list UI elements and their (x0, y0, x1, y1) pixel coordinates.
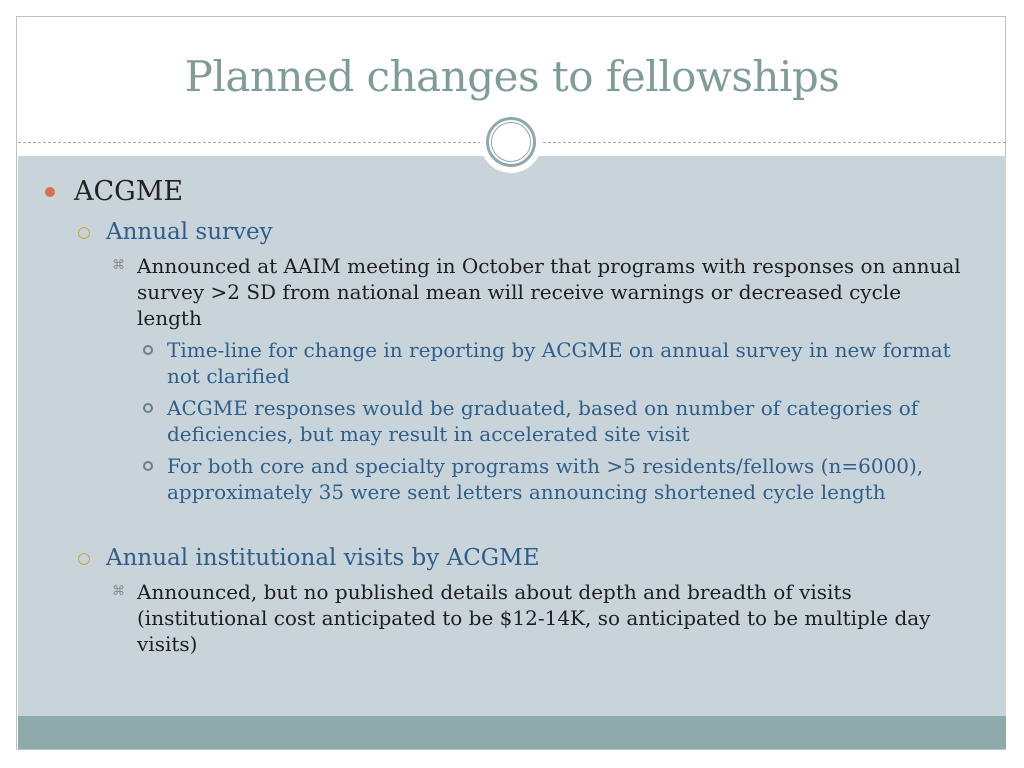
bullet-dot-icon (45, 187, 55, 197)
bullet-institutional-visits: Annual institutional visits by ACGME (106, 545, 540, 571)
bullet-timeline: Time-line for change in reporting by ACGME on annual survey in new format not clarified (167, 338, 951, 388)
bullet-announced-aaim: Announced at AAIM meeting in October that programs with responses on annual survey >2 SD from national mean will receive warnings or decreased cycle length (137, 254, 961, 330)
bullet-circle-icon (78, 553, 90, 565)
bullet-x-icon: ⌘ (112, 258, 125, 273)
bullet-announced-no-details: Announced, but no published details about depth and breadth of visits (institutional cost anticipated to be $12-14K, so anticipated to be multiple day visits) (137, 580, 931, 656)
bullet-ring-icon (143, 461, 153, 471)
bullet-annual-survey: Annual survey (106, 219, 273, 245)
bullet-core-specialty: For both core and specialty programs with >5 residents/fellows (n=6000), approximately 35 were sent letters announcing shortened cycle length (167, 454, 924, 504)
bullet-circle-icon (78, 227, 90, 239)
footer-bar (18, 716, 1006, 749)
ornament-ring-inner (491, 122, 531, 162)
bullet-acgme: ACGME (74, 176, 184, 207)
slide-title: Planned changes to fellowships (184, 52, 840, 101)
bullet-graduated: ACGME responses would be graduated, based on number of categories of deficiencies, but may result in accelerated site visit (167, 396, 919, 446)
bullet-x-icon: ⌘ (112, 584, 125, 599)
bullet-ring-icon (143, 403, 153, 413)
bullet-ring-icon (143, 345, 153, 355)
